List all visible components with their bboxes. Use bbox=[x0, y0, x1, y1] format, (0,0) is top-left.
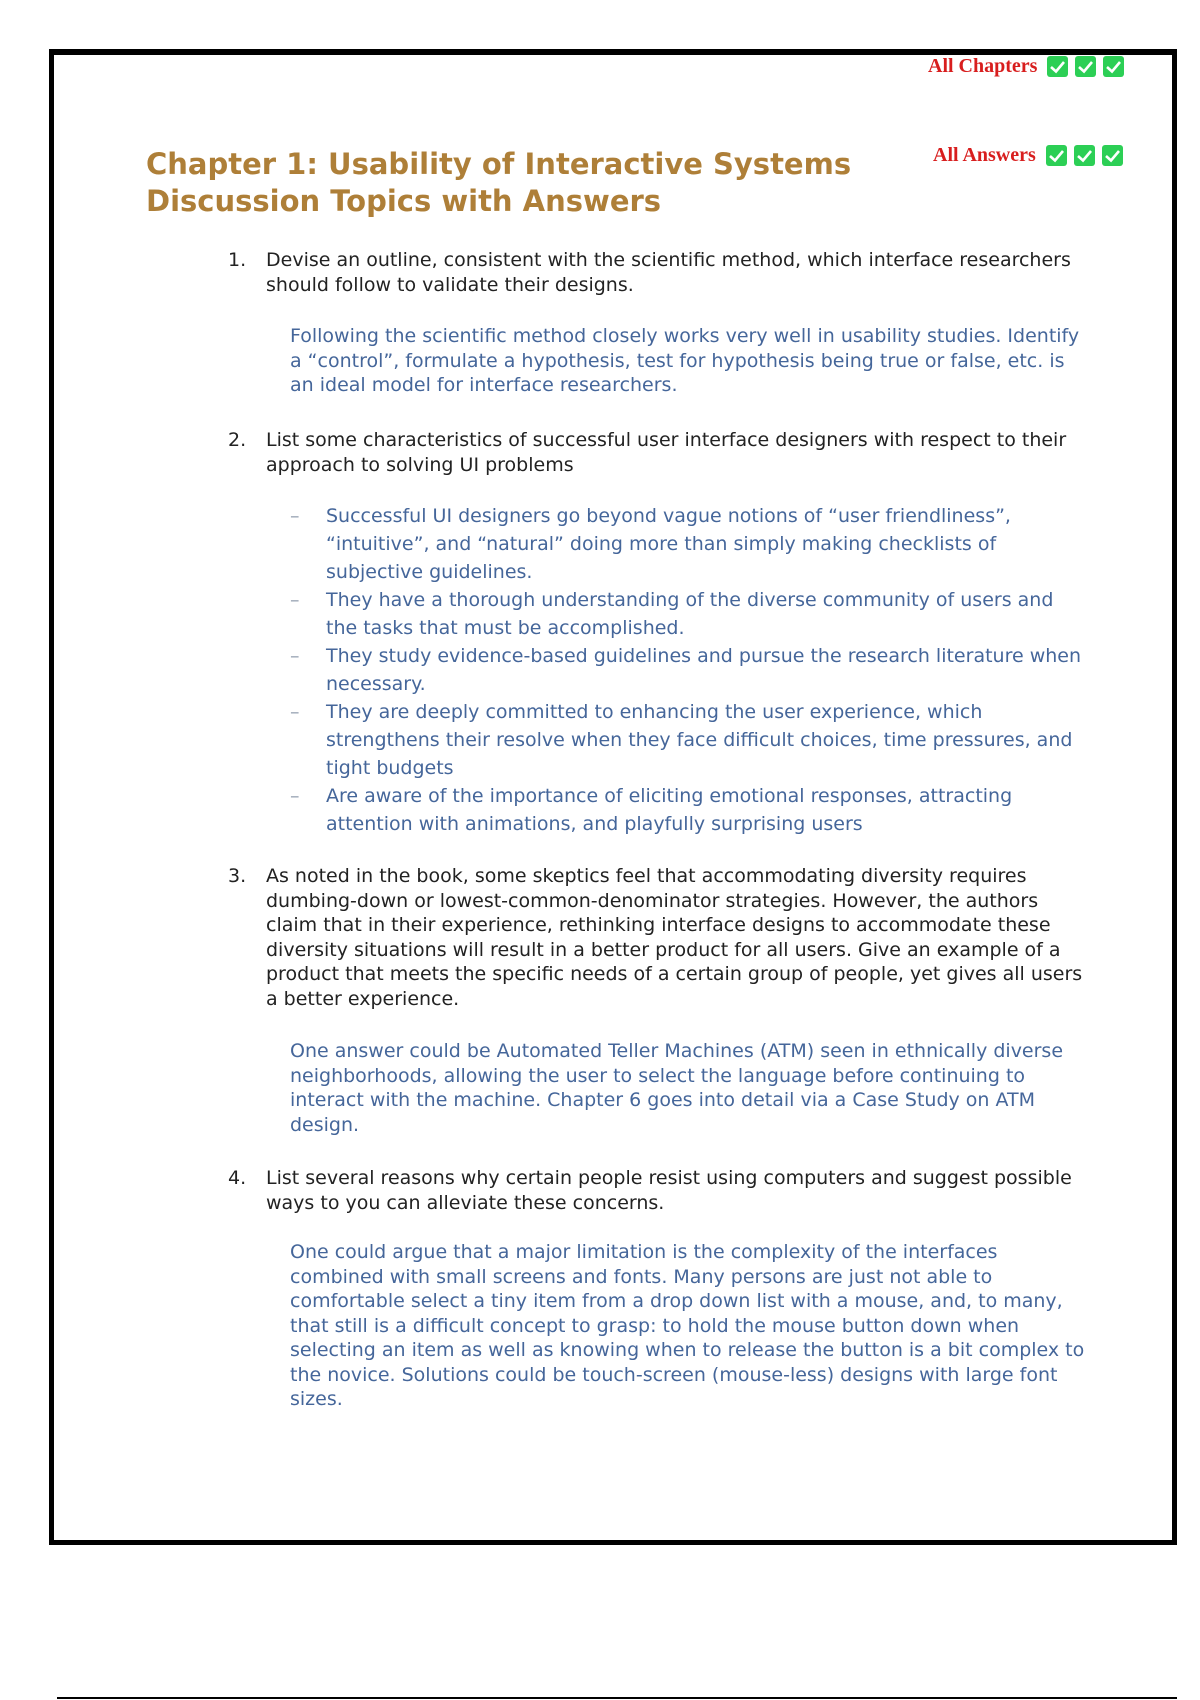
dash-bullet: – bbox=[290, 645, 300, 667]
question-2 bbox=[228, 428, 1088, 477]
check-icon bbox=[1102, 145, 1123, 166]
all-answers-label[interactable]: All Answers bbox=[933, 144, 1036, 166]
footer-divider bbox=[57, 1697, 1177, 1699]
dash-bullet: – bbox=[290, 785, 300, 807]
all-answers-link[interactable] bbox=[933, 144, 1130, 167]
question-number: 4. bbox=[228, 1167, 247, 1189]
answer-2-list bbox=[290, 502, 1090, 838]
check-icon bbox=[1103, 56, 1124, 77]
question-text: As noted in the book, some skeptics feel that accommodating diversity requires dumbing-down or lowest-common-denominator strategies. However, the authors claim that in their experience, rethinking interface designs to accommodate these diversity situations will result in a better product for all users. Give an example of a product that meets the specific needs of a certain group of people, yet gives all users a better experience. bbox=[266, 865, 1083, 1010]
check-icon bbox=[1075, 56, 1096, 77]
question-text: List several reasons why certain people resist using computers and suggest possible ways to you can alleviate these concerns. bbox=[266, 1167, 1072, 1214]
question-text: List some characteristics of successful user interface designers with respect to their approach to solving UI problems bbox=[266, 429, 1067, 476]
question-number: 2. bbox=[228, 429, 247, 451]
list-item bbox=[290, 698, 1090, 782]
question-number: 1. bbox=[228, 249, 247, 271]
dash-bullet: – bbox=[290, 505, 300, 527]
all-chapters-link[interactable] bbox=[928, 55, 1131, 78]
question-1 bbox=[228, 248, 1088, 297]
page-title bbox=[146, 146, 906, 220]
list-item-text: They are deeply committed to enhancing the user experience, which strengthens their resolve when they face difficult choices, time pressures, and tight budgets bbox=[326, 701, 1073, 779]
list-item bbox=[290, 502, 1090, 586]
check-icon bbox=[1047, 56, 1068, 77]
question-number: 3. bbox=[228, 865, 247, 887]
answer-4: One could argue that a major limitation is the complexity of the interfaces combined with small screens and fonts. Many persons are just not able to comfortable select a tiny item from a drop down list with a mouse, and, to many, that still is a difficult concept to grasp: to hold the mouse button down when selecting an item as well as knowing when to release the button is a bit complex to the novice. Solutions could be touch-screen (mouse-less) designs with large font sizes. bbox=[290, 1241, 1085, 1410]
check-icon bbox=[1074, 145, 1095, 166]
check-icon bbox=[1046, 145, 1067, 166]
list-item-text: They have a thorough understanding of the diverse community of users and the tasks that must be accomplished. bbox=[326, 589, 1054, 639]
answer-3: One answer could be Automated Teller Machines (ATM) seen in ethnically diverse neighborhoods, allowing the user to select the language before continuing to interact with the machine. Chapter 6 goes into detail via a Case Study on ATM design. bbox=[290, 1040, 1064, 1136]
question-4 bbox=[228, 1166, 1088, 1215]
dash-bullet: – bbox=[290, 589, 300, 611]
question-3 bbox=[228, 864, 1088, 1011]
list-item bbox=[290, 782, 1090, 838]
list-item-text: Successful UI designers go beyond vague notions of “user friendliness”, “intuitive”, and “natural” doing more than simply making checklists of subjective guidelines. bbox=[326, 505, 1011, 583]
question-text: Devise an outline, consistent with the scientific method, which interface researchers should follow to validate their designs. bbox=[266, 249, 1071, 296]
list-item bbox=[290, 642, 1090, 698]
list-item-text: They study evidence-based guidelines and pursue the research literature when necessary. bbox=[326, 645, 1082, 695]
answer-1: Following the scientific method closely works very well in usability studies. Identify a “control”, formulate a hypothesis, test for hypothesis being true or false, etc. is an ideal model for interface researchers. bbox=[290, 325, 1080, 396]
list-item-text: Are aware of the importance of eliciting emotional responses, attracting attention with animations, and playfully surprising users bbox=[326, 785, 1013, 835]
dash-bullet: – bbox=[290, 701, 300, 723]
title-line-2: Discussion Topics with Answers bbox=[146, 184, 662, 218]
list-item bbox=[290, 586, 1090, 642]
all-chapters-label[interactable]: All Chapters bbox=[928, 55, 1038, 77]
title-line-1: Chapter 1: Usability of Interactive Systems bbox=[146, 147, 852, 181]
